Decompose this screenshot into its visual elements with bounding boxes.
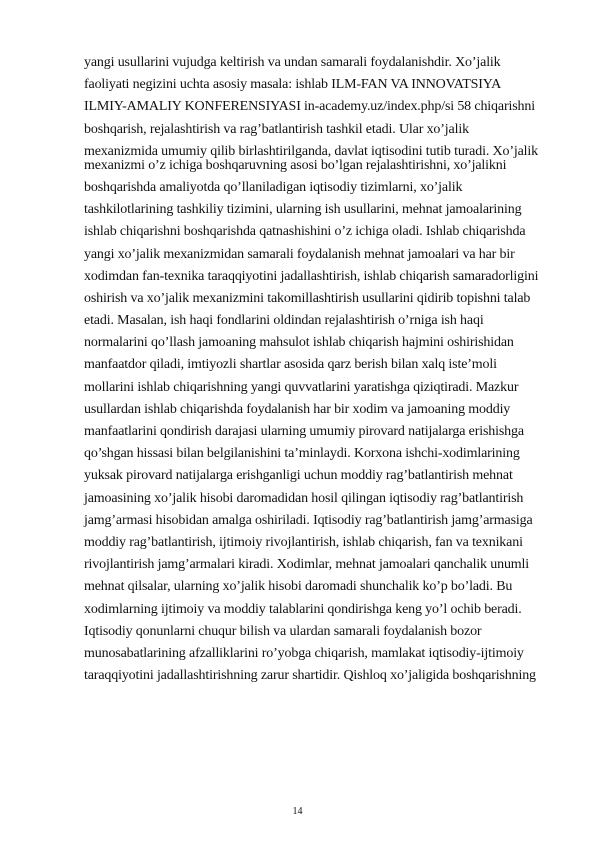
text-line: rivojlantirish jamg’armalari kiradi. Xodimlar, mehnat jamoalari qanchalik unumli: [84, 557, 530, 573]
text-line: jamg’armasi hisobidan amalga oshiriladi. Iqtisodiy rag’batlantirish jamg’armasiga: [84, 512, 533, 528]
text-line: Iqtisodiy qonunlarni chuqur bilish va ulardan samarali foydalanish bozor: [84, 623, 482, 639]
text-line: xodimdan fan-texnika taraqqiyotini jadallashtirish, ishlab chiqarish samaradorligini: [84, 268, 539, 284]
text-line: taraqqiyotini jadallashtirishning zarur shartidir. Qishloq xo’jaligida boshqarishning: [84, 668, 536, 684]
text-line: jamoasining xo’jalik hisobi daromadidan hosil qilingan iqtisodiy rag’batlantirish: [84, 490, 524, 506]
text-line: ILMIY-AMALIY KONFERENSIYASI in-academy.uz/index.php/si 58 chiqarishni: [84, 99, 535, 115]
page-number: 14: [292, 806, 303, 817]
text-line: faoliyati negizini uchta asosiy masala: ishlab ILM-FAN VA INNOVATSIYA: [84, 77, 502, 93]
text-line: boshqarishda amaliyotda qo’llaniladigan iqtisodiy tizimlarni, xo’jalik: [84, 179, 463, 195]
text-line: ishlab chiqarishni boshqarishda qatnashishini o’z ichiga oladi. Ishlab chiqarishda: [84, 224, 526, 240]
text-line: yangi xo’jalik mexanizmidan samarali foydalanish mehnat jamoalari va har bir: [84, 246, 515, 262]
text-line: manfaatlarini qondirish darajasi ularning umumiy pirovard natijalarga erishishga: [84, 424, 524, 439]
text-line: xodimlarning ijtimoiy va moddiy talablarini qondirishga keng yo’l ochib beradi.: [84, 601, 522, 617]
body-text: [84, 52, 554, 687]
text-line: mexanizmi o’z ichiga boshqaruvning asosi bo’lgan rejalashtirishni, xo’jalikni: [84, 157, 507, 173]
text-line: normalarini qo’llash jamoaning mahsulot ishlab chiqarish hajmini oshirishidan: [84, 335, 514, 351]
text-line: yuksak pirovard natijalarga erishganligi uchun moddiy rag’batlantirish mehnat: [84, 468, 513, 484]
text-line: usullardan ishlab chiqarishda foydalanish har bir xodim va jamoaning moddiy: [84, 401, 511, 417]
text-line: moddiy rag’batlantirish, ijtimoiy rivojlantirish, ishlab chiqarish, fan va texnikani: [84, 534, 523, 550]
text-line: qo’shgan hissasi bilan belgilanishini ta’minlaydi. Korxona ishchi-xodimlarining: [84, 446, 520, 462]
text-line: mollarini ishlab chiqarishning yangi quvvatlarini yaratishga qiziqtiradi. Mazkur: [84, 379, 519, 395]
text-line: mehnat qilsalar, ularning xo’jalik hisobi daromadi shunchalik ko’p bo’ladi. Bu: [84, 579, 513, 595]
text-line: tashkilotlarining tashkiliy tizimini, ularning ish usullarini, mehnat jamoalarining: [84, 202, 522, 218]
text-line: yangi usullarini vujudga keltirish va undan samarali foydalanishdir. Xo’jalik: [84, 55, 501, 70]
text-line: mexanizmida umumiy qilib birlashtirilganda, davlat iqtisodini tutib turadi. Xo’jalik: [84, 143, 538, 159]
text-line: manfaatdor qiladi, imtiyozli shartlar asosida qarz berish bilan xalq iste’moli: [84, 357, 497, 373]
text-line: boshqarish, rejalashtirish va rag’batlantirish tashkil etadi. Ular xo’jalik: [84, 121, 469, 137]
text-line: oshirish va xo’jalik mexanizmini takomillashtirish usullarini qidirib topishni talab: [84, 290, 531, 306]
text-line: etadi. Masalan, ish haqi fondlarini oldindan rejalashtirish o’rniga ish haqi: [84, 313, 484, 329]
text-line: munosabatlarining afzalliklarini ro’yobga chiqarish, mamlakat iqtisodiy-ijtimoiy: [84, 645, 524, 661]
